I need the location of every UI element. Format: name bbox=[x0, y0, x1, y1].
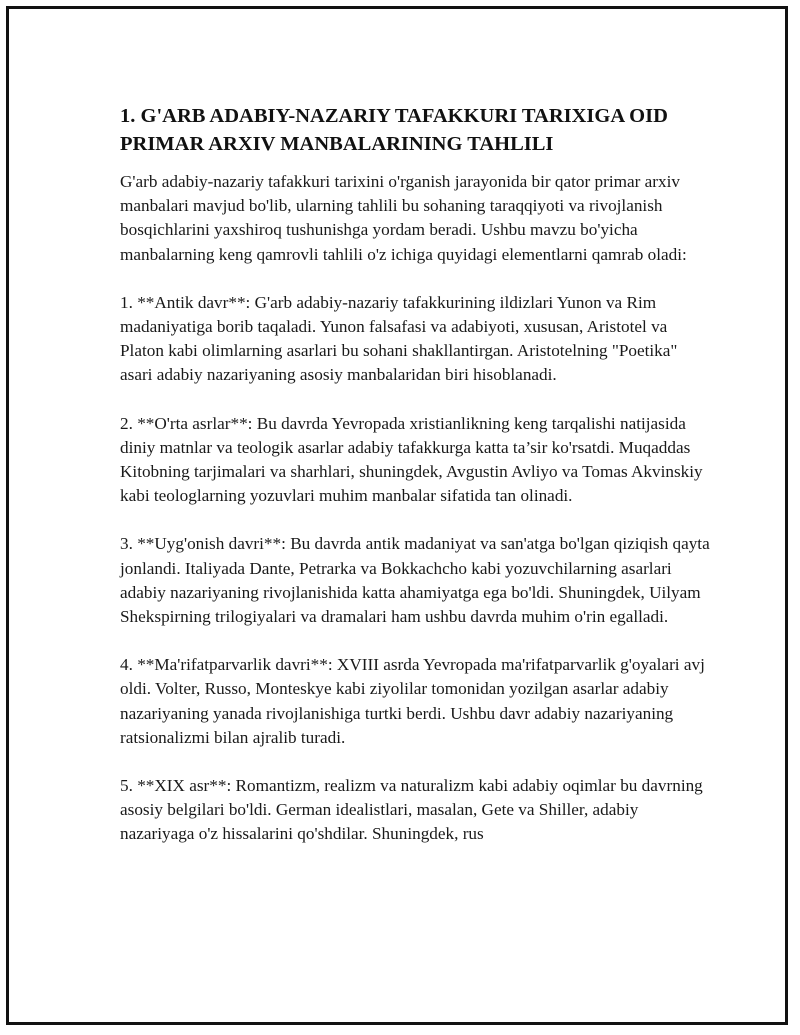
document-title: 1. G'ARB ADABIY-NAZARIY TAFAKKURI TARIXIGA OID PRIMAR ARXIV MANBALARINING TAHLILI bbox=[120, 105, 668, 155]
paragraph-uygonish-davri: 3. **Uyg'onish davri**: Bu davrda antik madaniyat va san'atga bo'lgan qiziqish qayta jonlandi. Italiyada Dante, Petrarka va Bokkachcho kabi yozuvchilarning asarlari adabiy nazariyaning rivojlanishida katta ahamiyatga ega bo'ldi. Shuningdek, Uilyam Shekspirning trilogiyalari va dramalari ham ushbu davrda muhim o'rin egalladi. bbox=[120, 534, 710, 627]
paragraph-intro: G'arb adabiy-nazariy tafakkuri tarixini o'rganish jarayonida bir qator primar arxiv manbalari mavjud bo'lib, ularning tahlili bu sohaning taraqqiyoti va rivojlanish bosqichlarini yaxshiroq tushunishga yordam beradi. Ushbu mavzu bo'yicha manbalarning keng qamrovli tahlili o'z ichiga quyidagi elementlarni qamrab oladi: bbox=[120, 172, 687, 264]
page-frame bbox=[6, 6, 788, 1025]
document-body bbox=[120, 102, 710, 871]
paragraph-marifatparvarlik-davri: 4. **Ma'rifatparvarlik davri**: XVIII asrda Yevropada ma'rifatparvarlik g'oyalari avj oldi. Volter, Russo, Monteskye kabi ziyolilar tomonidan yozilgan asarlar adabiy nazariyaning yanada rivojlanishiga turtki berdi. Ushbu davr adabiy nazariyaning ratsionalizmi bilan ajralib turadi. bbox=[120, 655, 705, 747]
paragraph-antik-davr: 1. **Antik davr**: G'arb adabiy-nazariy tafakkurining ildizlari Yunon va Rim madaniyatiga borib taqaladi. Yunon falsafasi va adabiyoti, xususan, Aristotel va Platon kabi olimlarning asarlari bu sohani shakllantirgan. Aristotelning "Poetika" asari adabiy nazariyaning asosiy manbalaridan biri hisoblanadi. bbox=[120, 292, 678, 385]
paragraph-xix-asr: 5. **XIX asr**: Romantizm, realizm va naturalizm kabi adabiy oqimlar bu davrning asosiy belgilari bo'ldi. German idealistlari, masalan, Gete va Shiller, adabiy nazariyaga o'z hissalarini qo'shdilar. Shuningdek, rus bbox=[120, 776, 703, 844]
paragraph-orta-asrlar: 2. **O'rta asrlar**: Bu davrda Yevropada xristianlikning keng tarqalishi natijasida diniy matnlar va teologik asarlar adabiy tafakkurga katta ta’sir ko'rsatdi. Muqaddas Kitobning tarjimalari va sharhlari, shuningdek, Avgustin Avliyo va Tomas Akvinskiy kabi teologlarning yozuvlari muhim manbalar sifatida tan olinadi. bbox=[120, 413, 703, 506]
